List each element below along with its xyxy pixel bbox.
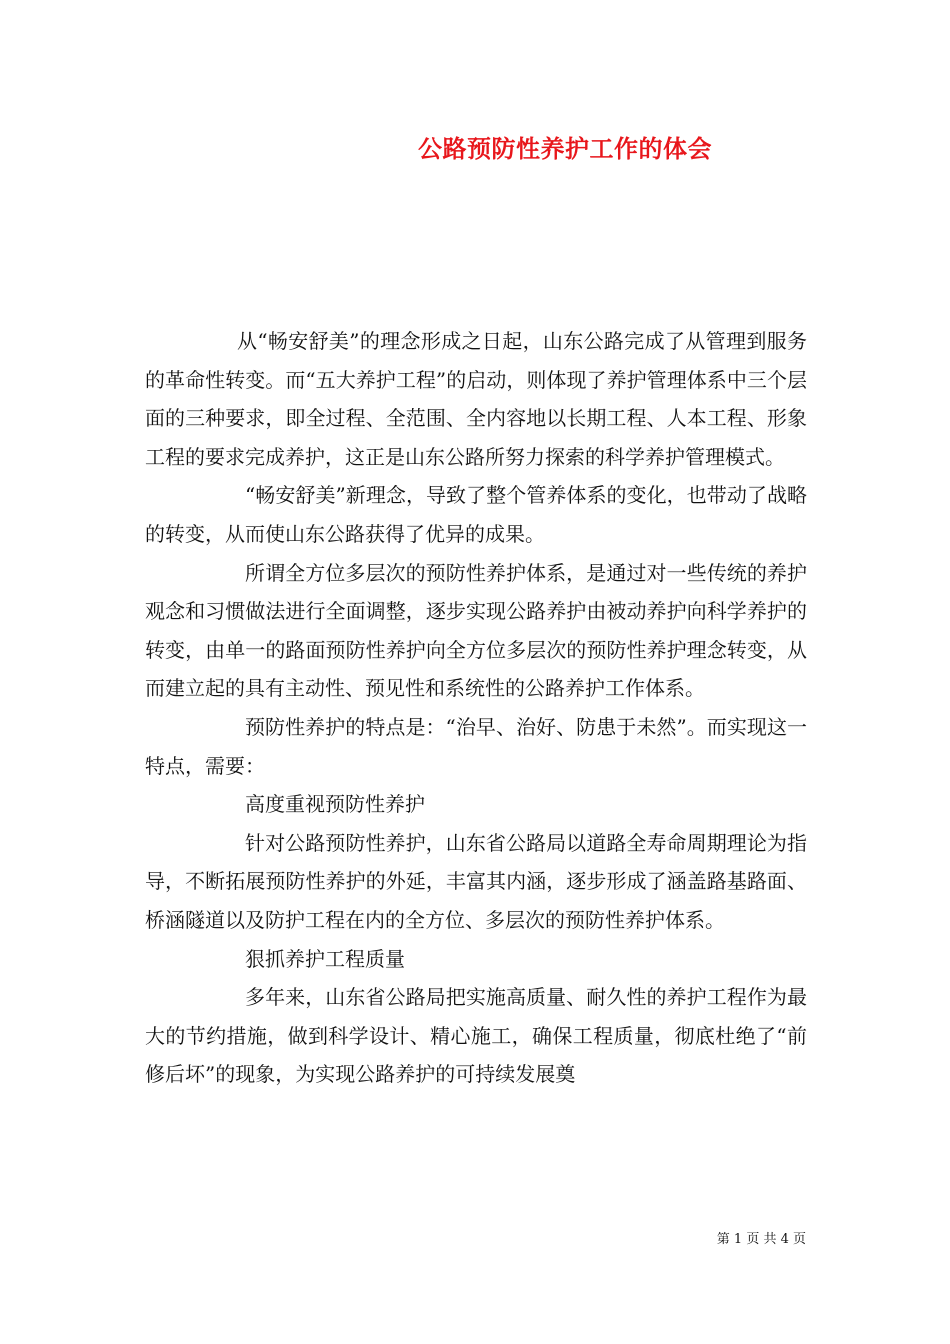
section-heading: 狠抓养护工程质量	[245, 946, 405, 971]
section-heading: 高度重视预防性养护	[245, 792, 425, 817]
paragraph: 所谓全方位多层次的预防性养护体系，是通过对一些传统的养护观念和习惯做法进行全面调整，逐步实现公路养护由被动养护向科学养护的转变，由单一的路面预防性养护向全方位多层次的预防性养护理念转变，从而建立起的具有主动性、预见性和系统性的公路养护工作体系。	[145, 560, 807, 701]
page-number: 第 1 页 共 4 页	[716, 1232, 806, 1247]
document-title: 公路预防性养护工作的体会	[418, 134, 712, 163]
paragraph: “畅安舒美”新理念，导致了整个管养体系的变化，也带动了战略的转变，从而使山东公路获得了优异的成果。	[145, 483, 807, 546]
document-body	[145, 322, 807, 1094]
paragraph: 针对公路预防性养护，山东省公路局以道路全寿命周期理论为指导，不断拓展预防性养护的外延，丰富其内涵，逐步形成了涵盖路基路面、桥涵隧道以及防护工程在内的全方位、多层次的预防性养护体系。	[145, 830, 807, 932]
paragraph: 从“畅安舒美”的理念形成之日起，山东公路完成了从管理到服务的革命性转变。而“五大养护工程”的启动，则体现了养护管理体系中三个层面的三种要求，即全过程、全范围、全内容地以长期工程、人本工程、形象工程的要求完成养护，这正是山东公路所努力探索的科学养护管理模式。	[145, 329, 807, 469]
paragraph: 预防性养护的特点是：“治早、治好、防患于未然”。而实现这一特点，需要：	[145, 714, 807, 778]
paragraph: 多年来，山东省公路局把实施高质量、耐久性的养护工程作为最大的节约措施，做到科学设计、精心施工，确保工程质量，彻底杜绝了“前修后坏”的现象，为实现公路养护的可持续发展奠	[145, 985, 807, 1087]
